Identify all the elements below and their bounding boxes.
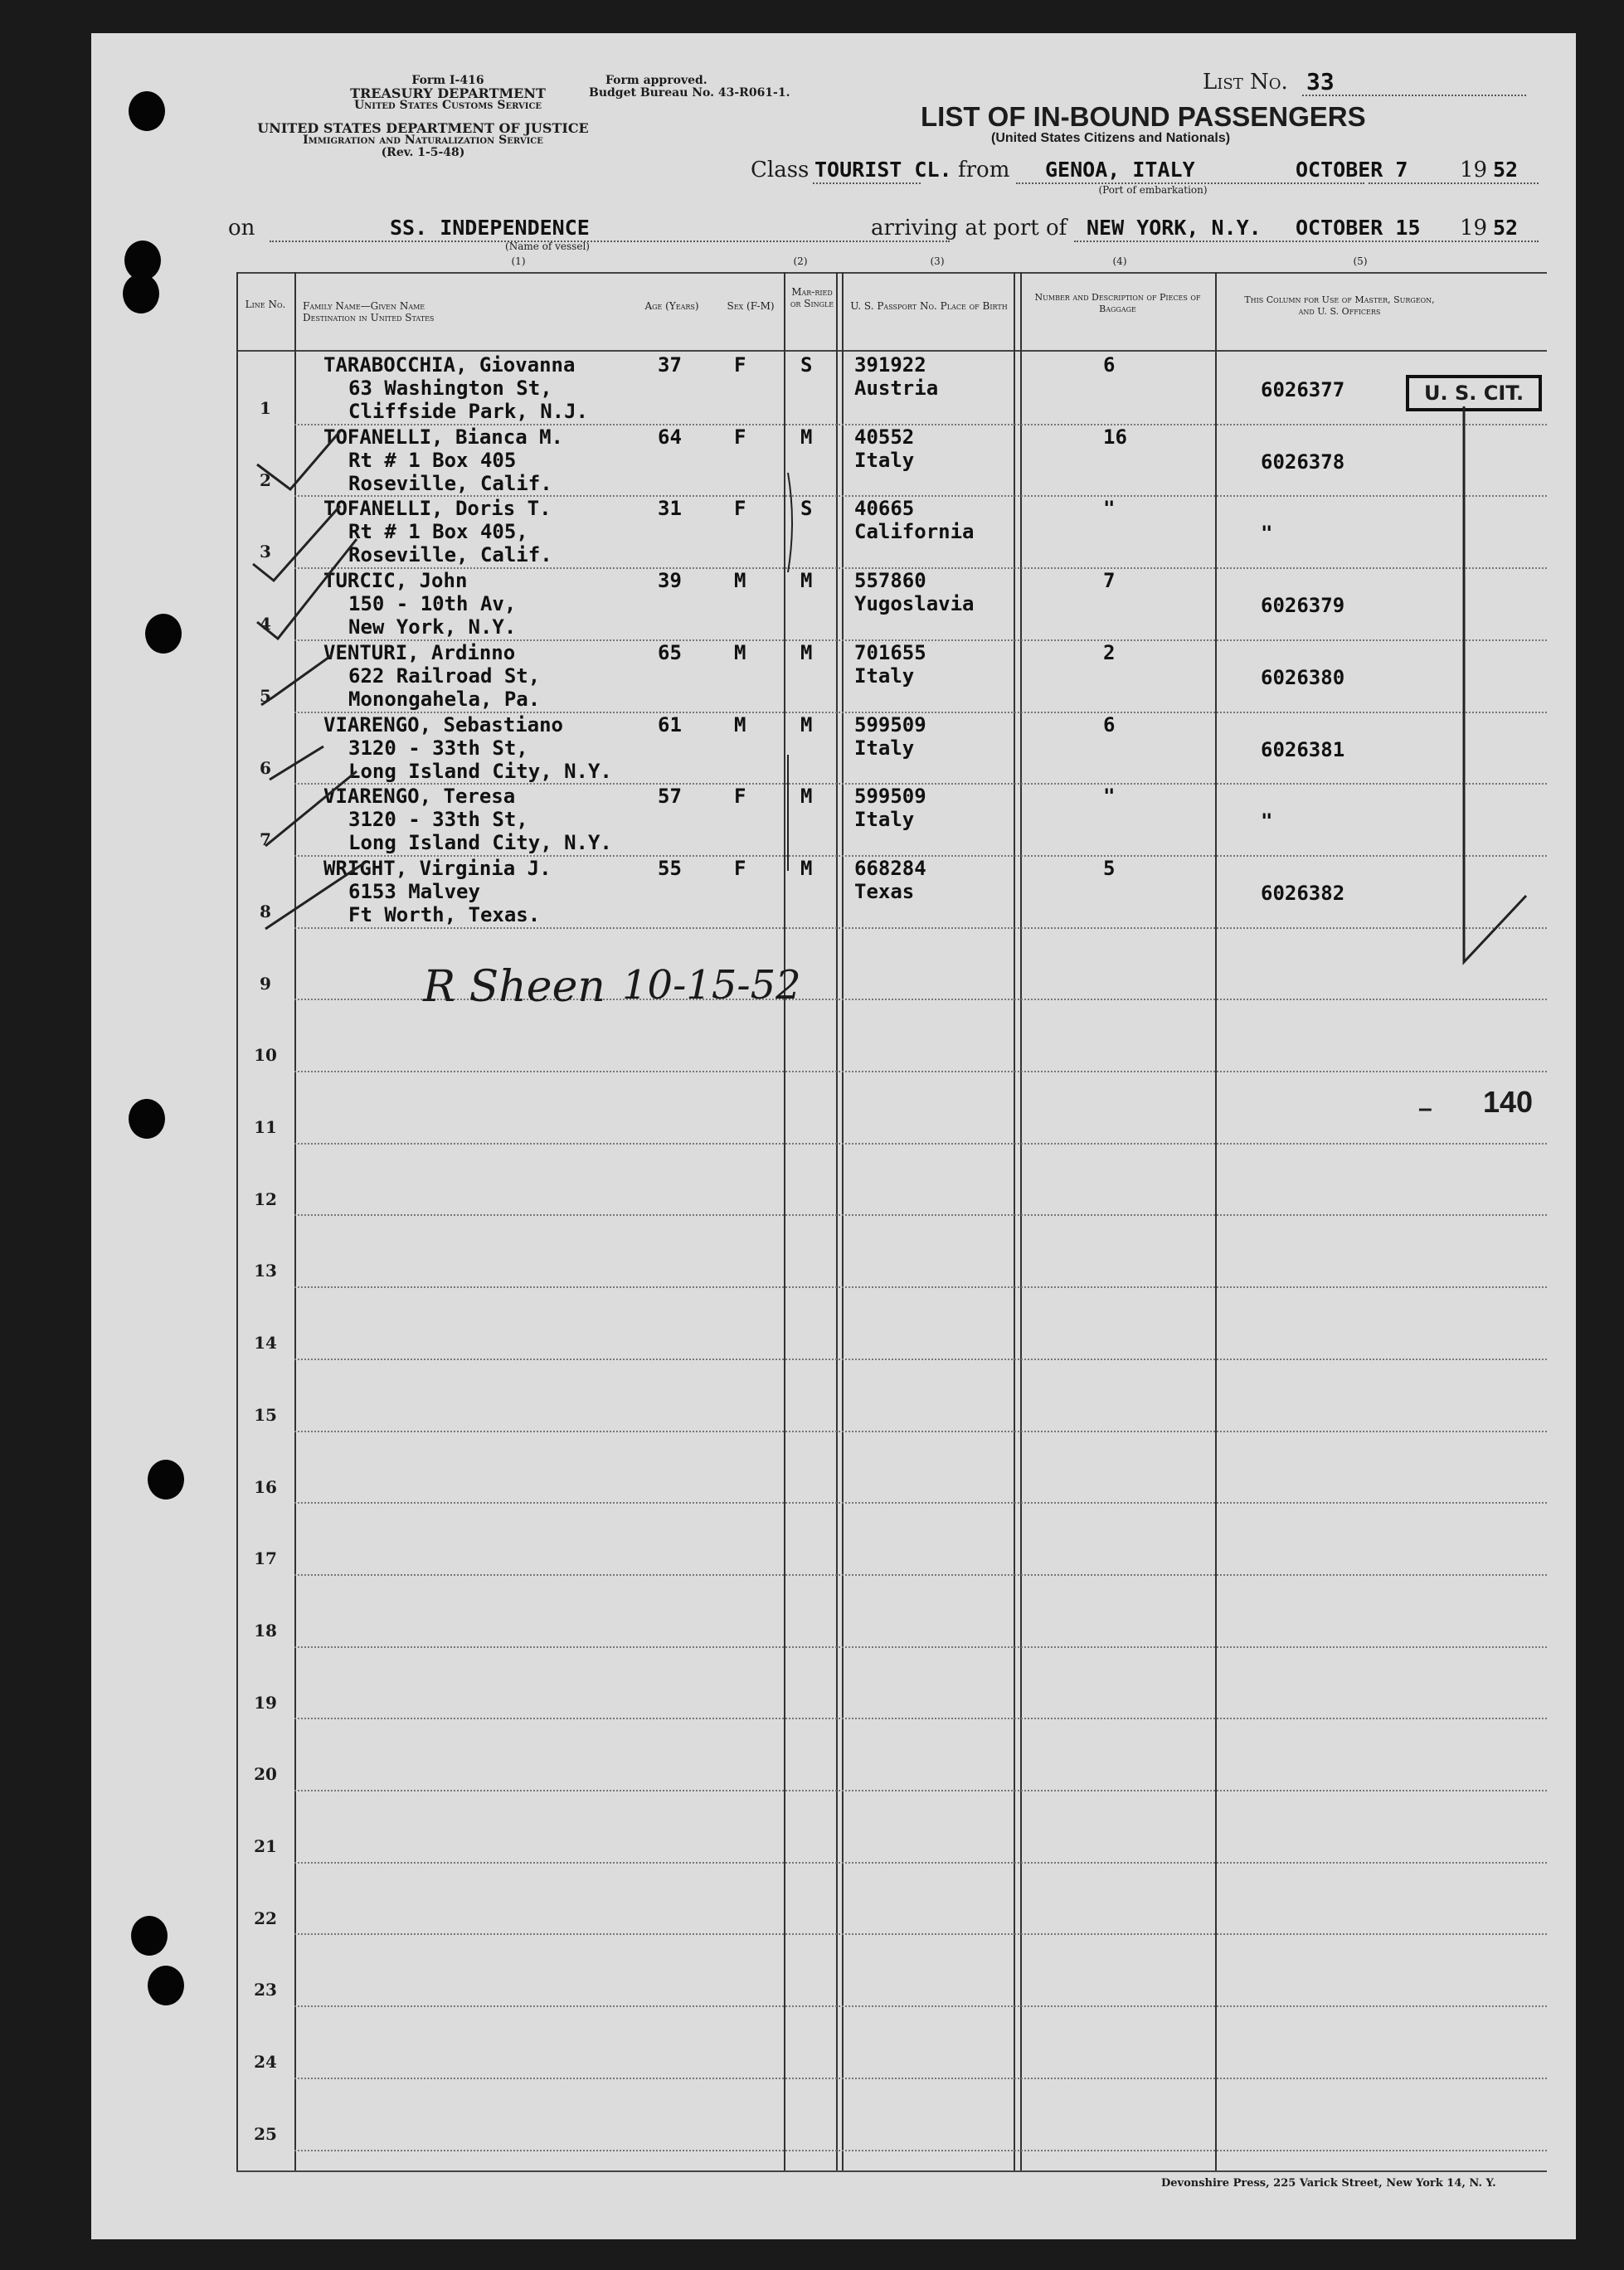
row-separator <box>294 2078 1547 2079</box>
list-no-line <box>1302 95 1526 96</box>
line-number: 10 <box>254 1045 277 1066</box>
line-number: 7 <box>260 829 271 850</box>
passenger-name: VIARENGO, Sebastiano <box>323 712 563 736</box>
line-number: 15 <box>254 1404 277 1425</box>
address-line-2: Long Island City, N.Y. <box>348 759 612 783</box>
passenger-sex: M <box>734 569 746 593</box>
line-number: 8 <box>260 901 271 921</box>
col-header-baggage: Number and Description of Pieces of Baggage <box>1034 292 1201 314</box>
baggage-count: 7 <box>1103 569 1116 593</box>
passenger-sex: M <box>734 640 746 664</box>
class-line <box>813 182 921 184</box>
place-of-birth: Italy <box>854 736 915 760</box>
departure-year-prefix: 19 <box>1460 158 1488 182</box>
signature-date: 10-15-52 <box>622 962 801 1009</box>
arrival-port: NEW YORK, N.Y. <box>1087 216 1262 240</box>
line-number: 6 <box>260 757 271 778</box>
col-divider <box>1215 272 1217 2171</box>
officer-number: 6026381 <box>1261 737 1345 761</box>
marital-status: S <box>800 497 813 521</box>
passenger-age: 39 <box>658 569 682 593</box>
budget-bureau: Budget Bureau No. 43-R061-1. <box>589 86 790 100</box>
passport-number: 557860 <box>854 569 926 593</box>
col-header-name: Family Name—Given Name <box>303 300 425 312</box>
line-number: 11 <box>254 1117 277 1137</box>
officer-number: 6026380 <box>1261 665 1345 689</box>
passenger-sex: M <box>734 712 746 736</box>
passenger-sex: F <box>734 425 746 449</box>
line-number: 12 <box>254 1188 277 1209</box>
passenger-name: TURCIC, John <box>323 569 468 593</box>
vessel-name: SS. INDEPENDENCE <box>390 216 590 240</box>
binder-hole <box>129 1099 165 1139</box>
line-number: 5 <box>260 685 271 706</box>
form-approved: Form approved. <box>605 74 707 87</box>
col-divider <box>1020 272 1022 2171</box>
address-line-2: Cliffside Park, N.J. <box>348 400 588 423</box>
row-separator <box>294 1933 1547 1935</box>
passenger-age: 64 <box>658 425 682 449</box>
place-of-birth: Italy <box>854 808 915 832</box>
address-line-1: 63 Washington St, <box>348 377 552 400</box>
arrival-date: OCTOBER 15 <box>1296 216 1421 240</box>
passport-number: 599509 <box>854 712 926 736</box>
manifest-sheet <box>91 33 1576 2239</box>
line-number: 13 <box>254 1261 277 1281</box>
line-number: 20 <box>254 1764 277 1785</box>
departure-date-line <box>1369 182 1539 184</box>
col-num-2: (2) <box>793 255 808 267</box>
line-number: 19 <box>254 1692 277 1713</box>
passenger-age: 57 <box>658 785 682 809</box>
col-header-officers: This Column for Use of Master, Surgeon, and U. S. Officers <box>1244 294 1435 317</box>
arriving-label: arriving at port of <box>871 216 1067 241</box>
binder-hole <box>148 1966 184 2005</box>
row-separator <box>294 1286 1547 1288</box>
passenger-age: 61 <box>658 712 682 736</box>
passenger-name: WRIGHT, Virginia J. <box>323 856 552 880</box>
baggage-count: 2 <box>1103 640 1116 664</box>
col-header-married: Mar-ried or Single <box>790 286 834 309</box>
line-number: 9 <box>260 973 271 994</box>
passenger-sex: F <box>734 856 746 880</box>
passenger-age: 65 <box>658 640 682 664</box>
passenger-total: 140 <box>1483 1085 1534 1119</box>
justice-dept: UNITED STATES DEPARTMENT OF JUSTICE <box>257 120 589 136</box>
place-of-birth: Italy <box>854 664 915 688</box>
line-number: 14 <box>254 1333 277 1354</box>
address-line-2: Ft Worth, Texas. <box>348 902 541 926</box>
col-num-3: (3) <box>930 255 945 267</box>
address-line-1: 622 Railroad St, <box>348 664 541 688</box>
passenger-name: VIARENGO, Teresa <box>323 785 516 809</box>
binder-hole <box>131 1916 168 1956</box>
passport-number: 40665 <box>854 497 915 521</box>
us-citizen-stamp: U. S. CIT. <box>1406 375 1542 411</box>
table-header-border <box>236 350 1547 352</box>
passport-number: 599509 <box>854 785 926 809</box>
col-num-4: (4) <box>1112 255 1127 267</box>
list-no-value: 33 <box>1306 68 1335 95</box>
row-separator <box>294 1431 1547 1432</box>
from-label: from <box>958 158 1010 182</box>
col-header-age: Age (Years) <box>644 300 699 312</box>
passport-number: 40552 <box>854 425 915 449</box>
row-separator <box>294 1143 1547 1145</box>
col-num-1: (1) <box>511 255 526 267</box>
binder-hole <box>123 274 159 314</box>
line-number: 23 <box>254 1980 277 2000</box>
address-line-1: Rt # 1 Box 405, <box>348 520 528 544</box>
passenger-sex: F <box>734 785 746 809</box>
document-subtitle: (United States Citizens and Nationals) <box>991 131 1231 145</box>
bracket-mark <box>1451 406 1568 970</box>
place-of-birth: Austria <box>854 377 939 400</box>
row-separator <box>294 2150 1547 2151</box>
row-separator <box>294 1646 1547 1648</box>
place-of-birth: Italy <box>854 448 915 472</box>
binder-hole <box>148 1460 184 1500</box>
printer-imprint: Devonshire Press, 225 Varick Street, New York 14, N. Y. <box>1161 2177 1496 2190</box>
officer-number: 6026377 <box>1261 378 1345 401</box>
from-value: GENOA, ITALY <box>1045 158 1195 182</box>
baggage-count: " <box>1103 497 1116 521</box>
marital-status: M <box>800 785 813 809</box>
line-number: 16 <box>254 1476 277 1497</box>
line-number: 18 <box>254 1620 277 1641</box>
departure-date: OCTOBER 7 <box>1296 158 1408 182</box>
row-separator <box>294 927 1547 929</box>
passenger-age: 31 <box>658 497 682 521</box>
marital-status: S <box>800 353 813 377</box>
passenger-sex: F <box>734 497 746 521</box>
line-number: 21 <box>254 1836 277 1856</box>
passenger-name: VENTURI, Ardinno <box>323 640 516 664</box>
row-separator <box>294 1214 1547 1216</box>
passenger-name: TOFANELLI, Bianca M. <box>323 425 563 449</box>
port-embarkation-note: (Port of embarkation) <box>1098 184 1208 196</box>
line-number: 25 <box>254 2123 277 2144</box>
address-line-1: 6153 Malvey <box>348 879 480 903</box>
marital-status: M <box>800 425 813 449</box>
line-number: 24 <box>254 2052 277 2073</box>
address-line-2: New York, N.Y. <box>348 615 517 639</box>
approval-info <box>589 75 829 100</box>
col-header-destination: Destination in United States <box>303 312 435 323</box>
marital-status: M <box>800 856 813 880</box>
passport-number: 668284 <box>854 856 926 880</box>
col-header-passport: U. S. Passport No. Place of Birth <box>850 300 1008 312</box>
row-separator <box>294 1359 1547 1360</box>
treasury-dept: TREASURY DEPARTMENT <box>350 85 546 101</box>
check-marks <box>241 382 456 962</box>
line-number: 17 <box>254 1548 277 1569</box>
row-separator <box>294 1502 1547 1504</box>
total-dash: – <box>1418 1095 1432 1122</box>
row-separator <box>294 2005 1547 2007</box>
justice-info <box>224 122 622 159</box>
form-number: Form I-416 <box>411 74 484 87</box>
document-title: LIST OF IN-BOUND PASSENGERS <box>921 101 1366 132</box>
ins-service: Immigration and Naturalization Service <box>303 134 543 147</box>
baggage-count: 6 <box>1103 712 1116 736</box>
marital-status: M <box>800 712 813 736</box>
col-divider <box>836 272 838 2171</box>
baggage-count: 5 <box>1103 856 1116 880</box>
address-line-2: Roseville, Calif. <box>348 543 552 567</box>
col-header-line-no: Line No. <box>245 299 286 310</box>
address-line-1: 150 - 10th Av, <box>348 592 517 616</box>
address-line-2: Roseville, Calif. <box>348 471 552 495</box>
officer-number: 6026378 <box>1261 450 1345 474</box>
place-of-birth: Texas <box>854 879 915 903</box>
col-header-name-dest <box>303 300 535 323</box>
col-num-5: (5) <box>1353 255 1368 267</box>
passport-number: 391922 <box>854 353 926 377</box>
row-separator <box>294 1574 1547 1576</box>
passenger-name: TARABOCCHIA, Giovanna <box>323 353 576 377</box>
table-left-border <box>236 272 238 2171</box>
row-separator <box>294 1790 1547 1791</box>
table-bottom-border <box>236 2170 1547 2172</box>
inspector-signature: R Sheen <box>423 962 605 1012</box>
row-separator <box>294 1071 1547 1072</box>
baggage-count: 16 <box>1103 425 1127 449</box>
col-header-sex: Sex (F-M) <box>727 300 775 312</box>
customs-service: United States Customs Service <box>353 99 542 112</box>
passenger-age: 55 <box>658 856 682 880</box>
brace-marks <box>780 473 805 871</box>
address-line-1: 3120 - 33th St, <box>348 736 528 760</box>
line-number: 3 <box>260 542 271 562</box>
place-of-birth: California <box>854 520 975 544</box>
line-number: 2 <box>260 469 271 490</box>
line-number: 1 <box>260 398 271 418</box>
on-label: on <box>228 216 255 241</box>
departure-year: 52 <box>1493 158 1519 182</box>
marital-status: M <box>800 569 813 593</box>
col-divider <box>842 272 844 2171</box>
passenger-sex: F <box>734 353 746 377</box>
officer-number: 6026379 <box>1261 594 1345 618</box>
passenger-name: TOFANELLI, Doris T. <box>323 497 552 521</box>
col-divider <box>1014 272 1015 2171</box>
class-label: Class <box>751 158 810 182</box>
address-line-1: 3120 - 33th St, <box>348 808 528 832</box>
passport-number: 701655 <box>854 640 926 664</box>
passenger-age: 37 <box>658 353 682 377</box>
baggage-count: 6 <box>1103 353 1116 377</box>
table-top-border <box>236 272 1547 274</box>
officer-number: " <box>1261 522 1273 546</box>
row-separator <box>294 1862 1547 1864</box>
address-line-2: Long Island City, N.Y. <box>348 831 612 855</box>
revision: (Rev. 1-5-48) <box>381 146 465 159</box>
baggage-count: " <box>1103 785 1116 809</box>
row-separator <box>294 1718 1547 1719</box>
list-no-label: List No. <box>1203 70 1288 95</box>
binder-hole <box>145 614 182 654</box>
form-info <box>340 75 556 112</box>
vessel-note: (Name of vessel) <box>505 241 590 252</box>
address-line-2: Monongahela, Pa. <box>348 687 541 711</box>
place-of-birth: Yugoslavia <box>854 592 975 616</box>
officer-number: " <box>1261 809 1273 834</box>
arrival-year: 52 <box>1493 216 1519 240</box>
binder-hole <box>129 91 165 131</box>
marital-status: M <box>800 640 813 664</box>
line-number: 4 <box>260 614 271 634</box>
class-value: TOURIST CL. <box>814 158 952 182</box>
arrival-line <box>1074 241 1539 242</box>
arrival-year-prefix: 19 <box>1460 216 1488 241</box>
address-line-1: Rt # 1 Box 405 <box>348 448 517 472</box>
officer-number: 6026382 <box>1261 881 1345 905</box>
line-number: 22 <box>254 1908 277 1928</box>
